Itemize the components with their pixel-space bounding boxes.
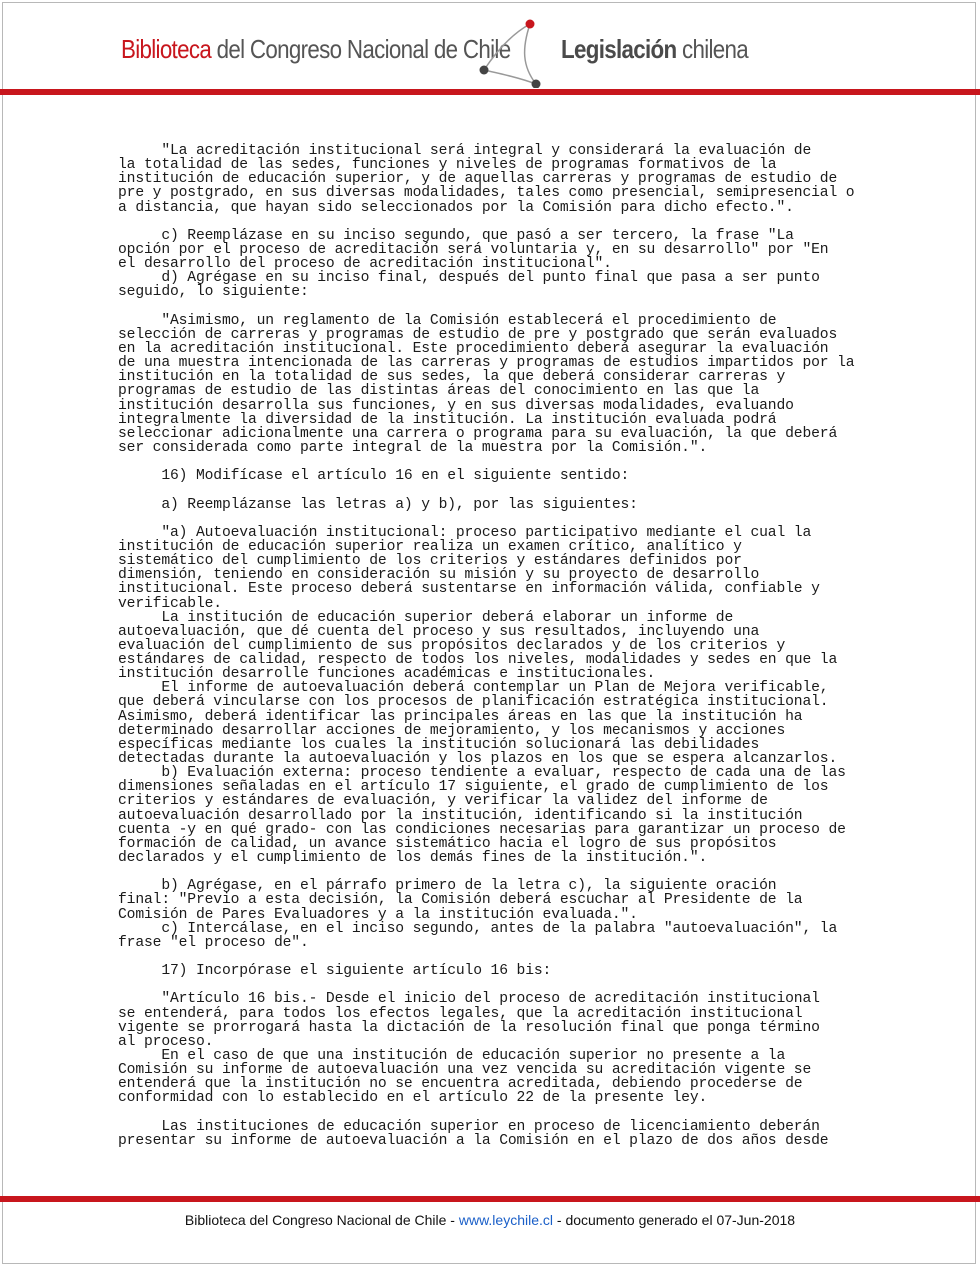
text-line: dimensiones señaladas en el artículo 17 siguiente, el grado de cumplimiento de los	[118, 779, 829, 796]
text-line: ser considerada como parte integral de la muestra por la Comisión.".	[118, 439, 708, 456]
text-line: cuenta -y en qué grado- con las condiciones necesarias para garantizar un proceso de	[118, 821, 846, 838]
text-line: institución desarrolle funciones académicas e institucionales.	[118, 666, 656, 683]
bcn-brand	[121, 34, 510, 65]
text-line: 17) Incorpórase el siguiente artículo 16 bis:	[118, 963, 552, 980]
text-line: institución desarrolla sus funciones, y en sus diversas modalidades, evaluando	[118, 397, 794, 414]
text-line: "La acreditación institucional será integral y considerará la evaluación de	[118, 143, 812, 159]
text-line: dimensión, teniendo en consideración su misión y su proyecto de desarrollo	[118, 567, 760, 584]
text-line: presentar su informe de autoevaluación a la Comisión en el plazo de dos años desde	[118, 1132, 829, 1149]
paragraph-gap	[118, 483, 948, 497]
paragraph-gap	[118, 512, 948, 526]
paragraph-gap	[118, 978, 948, 992]
page-header	[0, 0, 980, 100]
header-rule	[0, 89, 980, 95]
page-footer	[0, 1212, 980, 1228]
paragraph-gap	[118, 300, 948, 314]
footer-rule	[0, 1196, 980, 1202]
paragraph-gap	[118, 865, 948, 879]
paragraph-gap	[118, 455, 948, 469]
text-line: c) Reemplázase en su inciso segundo, que pasó a ser tercero, la frase "La	[118, 227, 794, 244]
text-line: d) Agrégase en su inciso final, después del punto final que pasa a ser punto	[118, 270, 820, 287]
text-line: el desarrollo del proceso de acreditación institucional".	[118, 256, 612, 273]
paragraph-gap	[118, 950, 948, 964]
text-line: selección de carreras y programas de estudio de pre y postgrado que serán evaluados	[118, 326, 838, 343]
text-line: declarados y el cumplimiento de los demás fines de la institución.".	[118, 850, 708, 867]
text-line: seleccionar adicionalmente una carrera o programa para su evaluación, la que deberá	[118, 425, 838, 442]
text-line: a distancia, que hayan sido seleccionados por la Comisión para dicho efecto.".	[118, 199, 794, 216]
text-line: que deberá vincularse con los procesos de planificación estratégica institucional.	[118, 694, 829, 711]
text-line: final: "Previo a esta decisión, la Comisión deberá escuchar al Presidente de la	[118, 892, 803, 909]
text-line: estándares de calidad, respecto de todos los niveles, modalidades y sedes en que la	[118, 652, 838, 669]
brand-biblioteca: Biblioteca	[121, 34, 212, 64]
text-line: b) Evaluación externa: proceso tendiente a evaluar, respecto de cada una de las	[118, 765, 846, 782]
text-line: se entenderá, para todos los efectos legales, que la acreditación institucional	[118, 1005, 803, 1022]
footer-prefix: Biblioteca del Congreso Nacional de Chile -	[184, 1212, 459, 1228]
text-line: c) Intercálase, en el inciso segundo, antes de la palabra "autoevaluación", la	[118, 920, 838, 937]
text-line: institución en la totalidad de sus sedes, la que deberá considerar carreras y	[118, 369, 786, 386]
text-line: El informe de autoevaluación deberá contemplar un Plan de Mejora verificable,	[118, 680, 829, 697]
text-line: en la acreditación institucional. Este procedimiento deberá asegurar la evaluación	[118, 340, 829, 357]
text-line: vigente se prorrogará hasta la dictación de la resolución final que ponga término	[118, 1019, 820, 1036]
text-line: pre y postgrado, en sus diversas modalidades, tales como presencial, semipresencial o	[118, 185, 855, 202]
footer-link[interactable]: www.leychile.cl	[458, 1212, 553, 1228]
text-line: "Artículo 16 bis.- Desde el inicio del proceso de acreditación institucional	[118, 991, 820, 1008]
paragraph-gap	[118, 1106, 948, 1120]
text-line: autoevaluación desarrollado por la institución, identificando si la institución	[118, 807, 803, 824]
text-line: institución de educación superior, y de aquellas carreras y programas de estudio de	[118, 171, 838, 188]
text-line: En el caso de que una institución de educación superior no presente a la	[118, 1048, 786, 1064]
text-line: Las instituciones de educación superior en proceso de licenciamiento deberán	[118, 1118, 820, 1135]
text-line: institución de educación superior realiza un examen crítico, analítico y	[118, 538, 742, 555]
text-line: criterios y estándares de evaluación, y verificar la validez del informe de	[118, 793, 768, 810]
text-line: verificable.	[118, 595, 222, 612]
text-line: la totalidad de las sedes, funciones y niveles de programas formativos de la	[118, 157, 777, 174]
text-line: La institución de educación superior deberá elaborar un informe de	[118, 609, 734, 626]
text-line: frase "el proceso de".	[118, 934, 309, 951]
text-line: específicas mediante los cuales la institución solucionará las debilidades	[118, 736, 760, 753]
text-line: entenderá que la institución no se encuentra acreditada, debiendo procederse de	[118, 1076, 803, 1093]
brand-chilena: chilena	[676, 34, 749, 64]
bcn-logo-icon	[478, 18, 558, 88]
text-line: detectadas durante la autoevaluación y los plazos en los que se espera alcanzarlos.	[118, 751, 838, 768]
legislacion-brand	[561, 34, 748, 65]
text-line: evaluación del cumplimiento de sus propósitos declarados y de los criterios y	[118, 637, 786, 654]
text-line: al proceso.	[118, 1033, 214, 1050]
text-line: Asimismo, deberá identificar las principales áreas en las que la institución ha	[118, 708, 803, 725]
text-line: formación de calidad, un avance sistemático hacia el logro de sus propósitos	[118, 835, 777, 852]
paragraph-gap	[118, 215, 948, 229]
text-line: Comisión de Pares Evaluadores y a la institución evaluada.".	[118, 906, 638, 923]
text-line: 16) Modifícase el artículo 16 en el siguiente sentido:	[118, 468, 630, 485]
text-line: conformidad con lo establecido en el artículo 22 de la presente ley.	[118, 1090, 708, 1107]
footer-suffix: - documento generado el 07-Jun-2018	[553, 1212, 796, 1228]
text-line: de una muestra intencionada de las carreras y programas de estudios impartidos por la	[118, 355, 855, 372]
text-line: programas de estudio de las distintas áreas del conocimiento en las que la	[118, 383, 760, 400]
text-line: "a) Autoevaluación institucional: proceso participativo mediante el cual la	[118, 524, 812, 541]
text-line: opción por el proceso de acreditación será voluntaria y, en su desarrollo" por "En	[118, 241, 829, 258]
brand-congreso: del Congreso Nacional de Chile	[211, 34, 511, 64]
text-line: "Asimismo, un reglamento de la Comisión establecerá el procedimiento de	[118, 312, 777, 329]
text-line: sistemático del cumplimiento de los criterios y estándares definidos por	[118, 553, 742, 570]
text-line: b) Agrégase, en el párrafo primero de la letra c), la siguiente oración	[118, 878, 777, 895]
text-line: institucional. Este proceso deberá sustentarse en información válida, confiable y	[118, 581, 820, 598]
text-line: seguido, lo siguiente:	[118, 284, 309, 301]
document-body	[118, 144, 948, 1148]
text-line: determinado desarrollar acciones de mejoramiento, y los mecanismos y acciones	[118, 722, 786, 739]
text-line: integralmente la diversidad de la institución. La institución evaluada podrá	[118, 411, 777, 428]
text-line: a) Reemplázanse las letras a) y b), por las siguientes:	[118, 496, 638, 513]
text-line: Comisión su informe de autoevaluación una vez vencida su acreditación vigente se	[118, 1062, 812, 1079]
text-line: autoevaluación, que dé cuenta del proceso y sus resultados, incluyendo una	[118, 623, 760, 640]
brand-legislacion: Legislación	[561, 34, 677, 64]
